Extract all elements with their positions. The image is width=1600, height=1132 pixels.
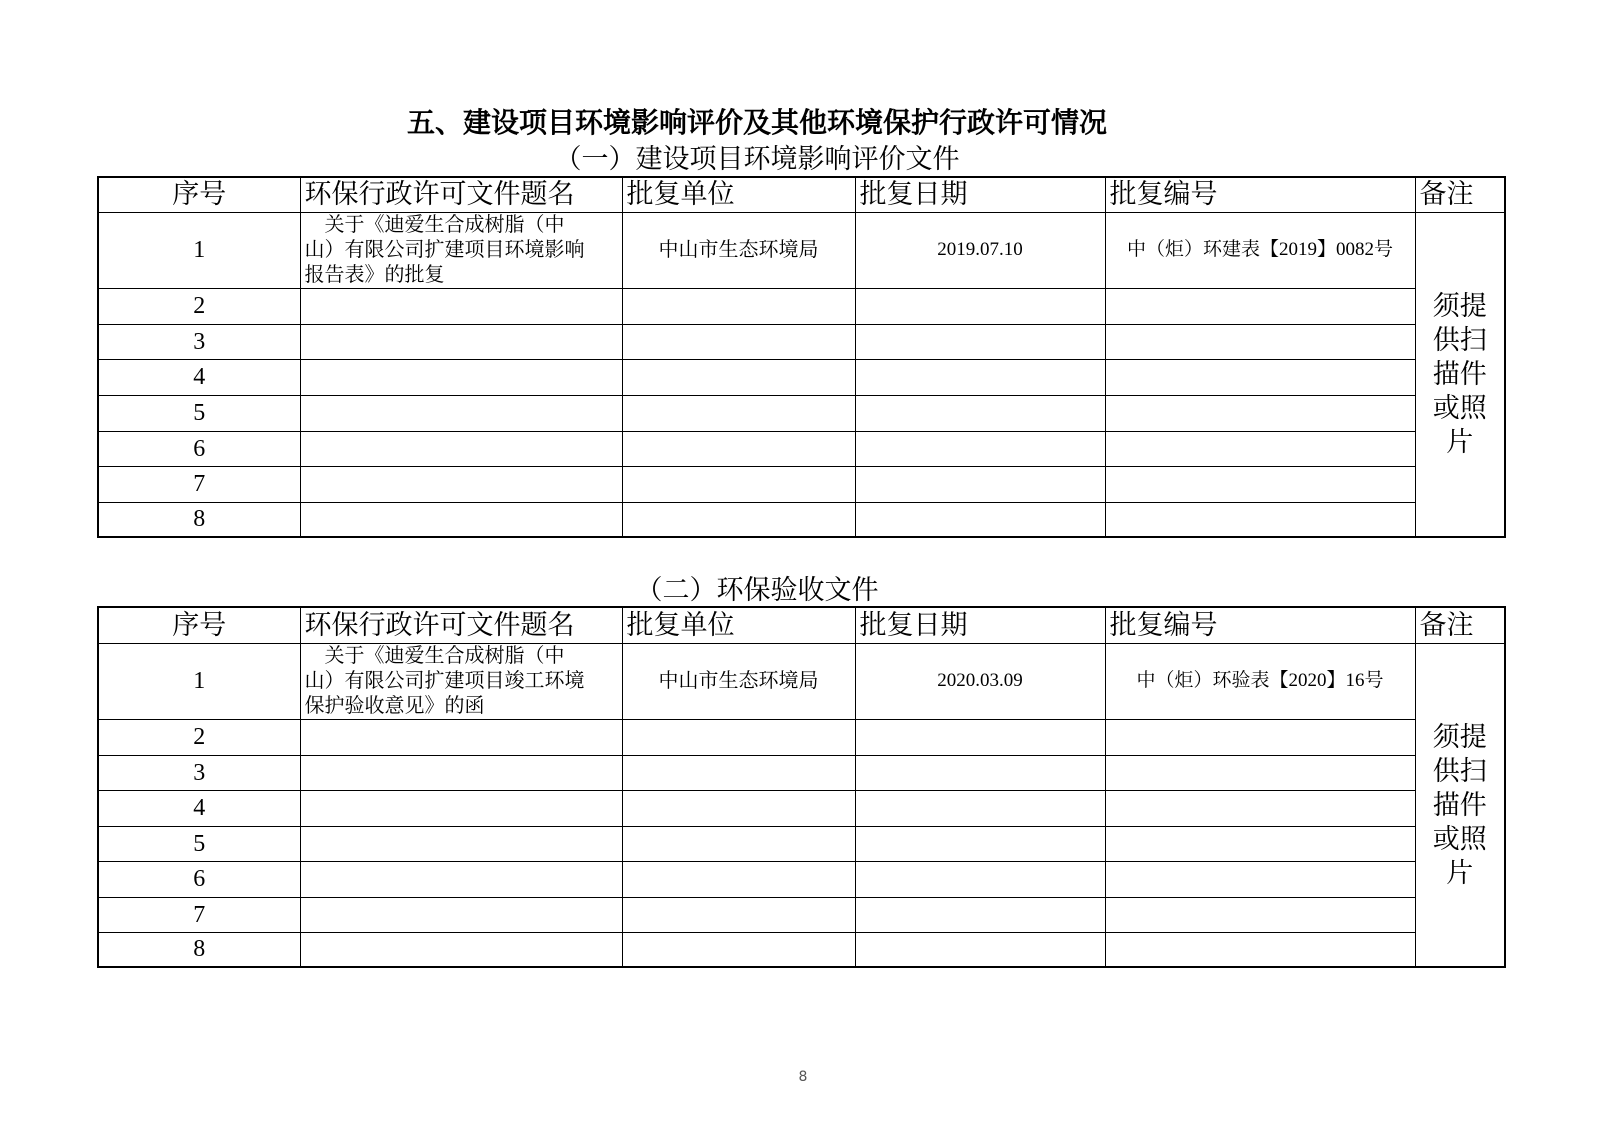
approval-unit-cell: 中山市生态环境局 [622, 643, 855, 719]
document-title-cell [300, 790, 622, 826]
header-remark: 备注 [1415, 177, 1505, 212]
row-number: 2 [98, 719, 300, 755]
header-remark: 备注 [1415, 607, 1505, 643]
document-title-cell [300, 324, 622, 359]
approval-unit-cell [622, 897, 855, 932]
document-title-cell [300, 755, 622, 790]
approval-date-cell [855, 395, 1105, 431]
document-title-cell [300, 466, 622, 502]
table-row [98, 643, 1505, 719]
header-approval-unit: 批复单位 [622, 177, 855, 212]
row-number: 7 [98, 897, 300, 932]
approval-date-cell [855, 719, 1105, 755]
approval-date-cell [855, 755, 1105, 790]
row-number: 3 [98, 755, 300, 790]
header-approval-number: 批复编号 [1105, 177, 1415, 212]
table-row [98, 212, 1505, 288]
approval-date-cell [855, 288, 1105, 324]
table-row [98, 861, 1505, 897]
row-number: 1 [98, 212, 300, 288]
approval-unit-cell [622, 932, 855, 967]
approval-number-cell [1105, 932, 1415, 967]
document-title-line: 关于《迪爱生合成树脂（中 [324, 213, 565, 236]
row-number: 2 [98, 288, 300, 324]
approval-number-cell [1105, 790, 1415, 826]
document-title-cell [300, 861, 622, 897]
row-number: 1 [98, 643, 300, 719]
approval-unit-cell [622, 288, 855, 324]
document-title-cell [300, 395, 622, 431]
approval-unit-cell [622, 755, 855, 790]
document-title-line: 山）有限公司扩建项目竣工环境 [304, 669, 585, 692]
document-title-line: 保护验收意见》的函 [304, 694, 485, 717]
document-title-cell [300, 288, 622, 324]
approval-date-cell [855, 826, 1105, 861]
approval-unit-cell [622, 861, 855, 897]
table-row [98, 395, 1505, 431]
header-approval-date: 批复日期 [855, 607, 1105, 643]
document-title-cell [300, 502, 622, 537]
approval-number-cell [1105, 431, 1415, 466]
approval-number-cell [1105, 502, 1415, 537]
remark-cell [1415, 212, 1505, 537]
approval-unit-cell [622, 790, 855, 826]
approval-number-cell [1105, 861, 1415, 897]
approval-number-cell [1105, 288, 1415, 324]
approval-unit-cell [622, 826, 855, 861]
remark-text: 须提供扫描件或照片 [1432, 721, 1487, 888]
section-1-subtitle: （一）建设项目环境影响评价文件 [554, 144, 960, 174]
approval-number-cell [1105, 324, 1415, 359]
approval-number-cell [1105, 826, 1415, 861]
table-row [98, 502, 1505, 537]
approval-unit-cell [622, 719, 855, 755]
approval-number-cell: 中（炬）环验表【2020】16号 [1105, 643, 1415, 719]
document-title-cell [300, 826, 622, 861]
approval-date-cell [855, 932, 1105, 967]
approval-date-cell [855, 861, 1105, 897]
approval-unit-cell: 中山市生态环境局 [622, 212, 855, 288]
document-title-line: 报告表》的批复 [304, 263, 445, 286]
approval-unit-cell [622, 466, 855, 502]
approval-unit-cell [622, 395, 855, 431]
table-header-row [98, 607, 1505, 643]
approval-date-cell [855, 466, 1105, 502]
row-number: 6 [98, 861, 300, 897]
table-row [98, 932, 1505, 967]
header-document-title: 环保行政许可文件题名 [300, 177, 622, 212]
table-row [98, 719, 1505, 755]
document-title-cell [300, 932, 622, 967]
document-title-cell [300, 212, 622, 288]
table-row [98, 431, 1505, 466]
row-number: 4 [98, 359, 300, 395]
header-serial-number: 序号 [98, 607, 300, 643]
document-title-line: 山）有限公司扩建项目环境影响 [304, 238, 585, 261]
table-row [98, 324, 1505, 359]
eia-documents-table [97, 176, 1506, 538]
row-number: 8 [98, 932, 300, 967]
header-approval-date: 批复日期 [855, 177, 1105, 212]
approval-date-cell: 2020.03.09 [855, 643, 1105, 719]
approval-number-cell [1105, 897, 1415, 932]
page-title: 五、建设项目环境影响评价及其他环境保护行政许可情况 [406, 107, 1107, 138]
header-document-title: 环保行政许可文件题名 [300, 607, 622, 643]
approval-date-cell [855, 324, 1105, 359]
approval-number-cell [1105, 755, 1415, 790]
row-number: 6 [98, 431, 300, 466]
row-number: 5 [98, 395, 300, 431]
approval-number-cell [1105, 719, 1415, 755]
table-row [98, 790, 1505, 826]
approval-date-cell [855, 502, 1105, 537]
row-number: 3 [98, 324, 300, 359]
remark-text: 须提供扫描件或照片 [1432, 291, 1487, 458]
approval-unit-cell [622, 431, 855, 466]
approval-number-cell: 中（炬）环建表【2019】0082号 [1105, 212, 1415, 288]
row-number: 8 [98, 502, 300, 537]
approval-date-cell [855, 431, 1105, 466]
table-row [98, 897, 1505, 932]
section-2-subtitle: （二）环保验收文件 [635, 575, 879, 605]
approval-date-cell [855, 897, 1105, 932]
acceptance-documents-table [97, 606, 1506, 968]
document-title-cell [300, 431, 622, 466]
approval-number-cell [1105, 466, 1415, 502]
header-approval-unit: 批复单位 [622, 607, 855, 643]
approval-date-cell [855, 790, 1105, 826]
approval-unit-cell [622, 502, 855, 537]
table-row [98, 466, 1505, 502]
approval-number-cell [1105, 395, 1415, 431]
approval-number-cell [1105, 359, 1415, 395]
header-approval-number: 批复编号 [1105, 607, 1415, 643]
document-title-cell [300, 359, 622, 395]
document-title-line: 关于《迪爱生合成树脂（中 [324, 644, 565, 667]
row-number: 4 [98, 790, 300, 826]
table-row [98, 288, 1505, 324]
document-title-cell [300, 643, 622, 719]
header-serial-number: 序号 [98, 177, 300, 212]
approval-date-cell [855, 359, 1105, 395]
document-title-cell [300, 897, 622, 932]
document-title-cell [300, 719, 622, 755]
page-number: 8 [798, 1069, 808, 1085]
table-header-row [98, 177, 1505, 212]
approval-date-cell: 2019.07.10 [855, 212, 1105, 288]
table-row [98, 826, 1505, 861]
remark-cell [1415, 643, 1505, 967]
table-row [98, 359, 1505, 395]
row-number: 7 [98, 466, 300, 502]
row-number: 5 [98, 826, 300, 861]
table-row [98, 755, 1505, 790]
approval-unit-cell [622, 359, 855, 395]
approval-unit-cell [622, 324, 855, 359]
